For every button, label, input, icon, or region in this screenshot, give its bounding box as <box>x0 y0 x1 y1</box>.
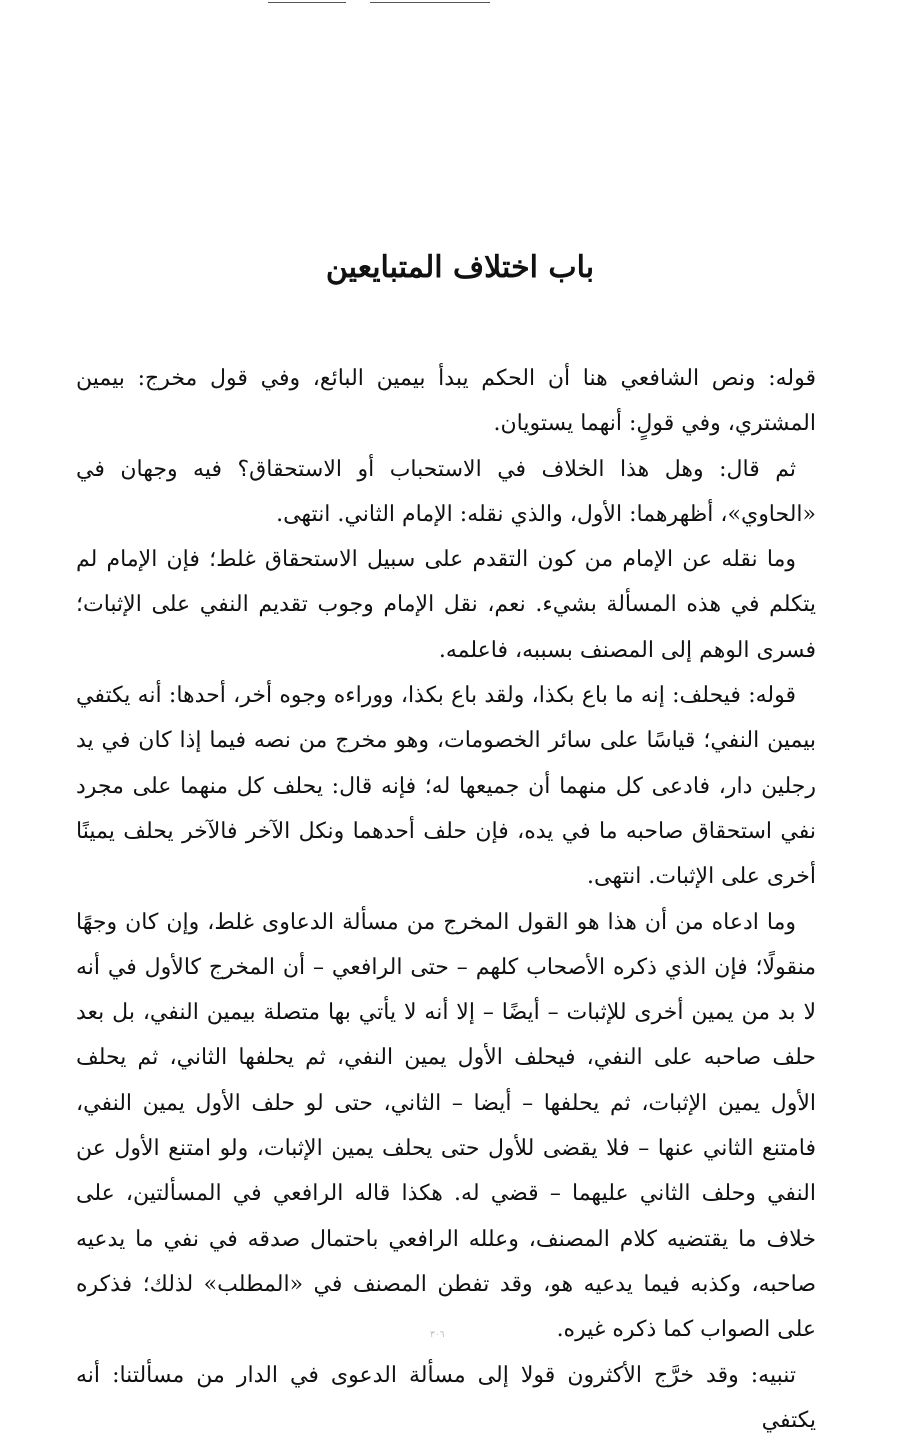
top-rule-right <box>370 2 490 3</box>
chapter-title: باب اختلاف المتبايعين <box>325 250 595 285</box>
paragraph-5: وما ادعاه من أن هذا هو القول المخرج من مسألة الدعاوى غلط، وإن كان وجهًا منقولًا؛ فإن الذي ذكره الأصحاب كلهم – حتى الرافعي – أن المخرج كالأول في أنه لا بد من يمين أخرى للإثبات – أيضًا – إلا أنه لا يأتي بها متصلة بيمين النفي، بل بعد حلف صاحبه على النفي، فيحلف الأول يمين النفي، ثم يحلفها الثاني، ثم يحلف الأول يمين الإثبات، ثم يحلفها – أيضا – الثاني، حتى لو حلف الأول يمين النفي، فامتنع الثاني عنها – فلا يقضى للأول حتى يحلف يمين الإثبات، ولو امتنع الأول عن النفي وحلف الثاني عليهما – قضي له. هكذا قاله الرافعي في المسألتين، على خلاف ما يقتضيه كلام المصنف، وعلله الرافعي باحتمال صدقه في نفي ما يدعيه صاحبه، وكذبه فيما يدعيه هو، وقد تفطن المصنف في «المطلب» لذلك؛ فذكره على الصواب كما ذكره غيره. <box>76 909 816 1343</box>
paragraph-3: وما نقله عن الإمام من كون التقدم على سبيل الاستحقاق غلط؛ فإن الإمام لم يتكلم في هذه المسألة بشيء. نعم، نقل الإمام وجوب تقديم النفي على الإثبات؛ فسرى الوهم إلى المصنف بسببه، فاعلمه. <box>76 547 816 663</box>
body-text <box>76 356 816 1443</box>
paragraph-6: تنبيه: وقد خرَّج الأكثرون قولا إلى مسألة الدعوى في الدار من مسألتنا: أنه يكتفي <box>76 1362 816 1433</box>
page-footer-mark: ٣٠٦ <box>430 1330 445 1340</box>
paragraph-1: قوله: ونص الشافعي هنا أن الحكم يبدأ بيمين البائع، وفي قول مخرج: بيمين المشتري، وفي قولٍ: أنهما يستويان. <box>76 366 816 437</box>
top-rule-left <box>268 2 346 3</box>
paragraph-2: ثم قال: وهل هذا الخلاف في الاستحباب أو الاستحقاق؟ فيه وجهان في «الحاوي»، أظهرهما: الأول، والذي نقله: الإمام الثاني. انتهى. <box>76 456 816 527</box>
paragraph-4: قوله: فيحلف: إنه ما باع بكذا، ولقد باع بكذا، ووراءه وجوه أخر، أحدها: أنه يكتفي بيمين النفي؛ قياسًا على سائر الخصومات، وهو مخرج من نصه فيما إذا كان في يد رجلين دار، فادعى كل منهما أن جميعها له؛ فإنه قال: يحلف كل منهما على مجرد نفي استحقاق صاحبه ما في يده، فإن حلف أحدهما ونكل الآخر فالآخر يحلف يمينًا أخرى على الإثبات. انتهى. <box>76 683 816 890</box>
